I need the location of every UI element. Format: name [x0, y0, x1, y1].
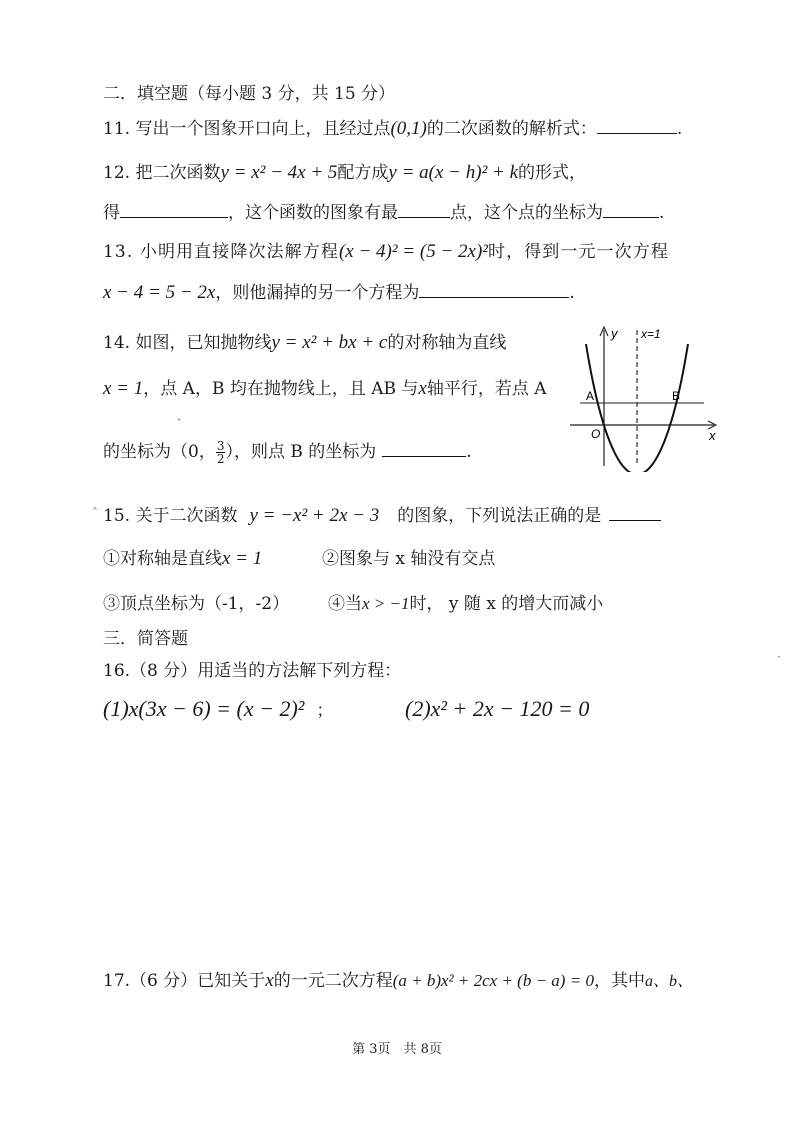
q14-text-a: 14. 如图，已知抛物线	[103, 333, 272, 353]
q11-point: (0,1)	[390, 118, 427, 139]
origin-label: O	[591, 427, 601, 441]
q12-expr: y = x² − 4x + 5	[220, 162, 338, 183]
q12-text-b: 配方成	[337, 163, 389, 183]
q15-option-1	[103, 548, 262, 570]
question-12-line1	[103, 162, 586, 184]
q15-opt1-math: x = 1	[222, 548, 263, 569]
question-14-line1	[103, 332, 506, 354]
q14-answer-blank[interactable]	[382, 440, 466, 457]
q11-text: 11. 写出一个图象开口向上，且经过点	[103, 119, 391, 139]
q17-equation: (a + b)x² + 2cx + (b − a) = 0	[392, 971, 594, 990]
q12-text-a: 12. 把二次函数	[103, 163, 221, 183]
y-axis-label: y	[611, 326, 618, 341]
q12-text-d: 得	[103, 203, 120, 223]
q16-equation-1	[103, 698, 333, 722]
q12-text-e: ，这个函数的图象有最	[228, 203, 398, 223]
q14-x-var: x	[418, 378, 427, 399]
q16-eq1: (1)x(3x − 6) = (x − 2)²	[103, 696, 305, 721]
q15-answer-blank[interactable]	[609, 504, 661, 521]
q11-suffix: 的二次函数的解析式：	[426, 119, 597, 139]
q11-answer-blank[interactable]	[597, 117, 677, 134]
q14-text-g: .	[466, 442, 472, 462]
q13-text-c: ，则他漏掉的另一个方程为	[215, 283, 420, 303]
section-2-title: 二．填空题（每小题 3 分，共 15 分）	[103, 84, 396, 104]
q16-eq2: (2)x² + 2x − 120 = 0	[405, 696, 590, 721]
q12-vertex-form: y = a(x − h)² + k	[388, 162, 519, 183]
q12-blank-1[interactable]	[120, 201, 228, 218]
section-3-title: 三．简答题	[103, 629, 188, 649]
q15-opt4-text-a: ④当	[328, 594, 362, 614]
question-13-line1	[103, 241, 669, 263]
q12-blank-3[interactable]	[603, 201, 659, 218]
q14-axis: x = 1	[103, 378, 144, 399]
q12-text-g: .	[659, 203, 665, 223]
q14-text-d: 轴平行，若点 A	[426, 379, 547, 399]
q13-text-b: 时，得到一元一次方程	[487, 242, 669, 262]
q13-text-d: .	[569, 283, 575, 303]
q17-text-b: 的一元二次方程	[273, 971, 393, 991]
q15-opt4-text-b: 时， y 随 x 的增大而减小	[409, 594, 604, 614]
q11-end: .	[676, 119, 683, 139]
question-17	[103, 970, 693, 993]
q12-blank-2[interactable]	[398, 201, 450, 218]
q15-option-3: ③顶点坐标为（-1，-2）	[103, 594, 290, 614]
question-11	[103, 117, 682, 140]
q14-text-f: ），则点 B 的坐标为	[225, 442, 377, 462]
q14-expr: y = x² + bx + c	[271, 332, 388, 353]
parabola-graph	[566, 322, 726, 472]
q14-text-c: ，点 A，B 均在抛物线上，且 AB 与	[143, 379, 419, 399]
q13-text-a: 13. 小明用直接降次法解方程	[103, 242, 339, 262]
q15-expr: y = −x² + 2x − 3	[249, 505, 380, 526]
q16-equation-2	[405, 698, 589, 722]
q15-opt1-text: ①对称轴是直线	[103, 549, 222, 569]
question-16-title: 16.（8 分）用适当的方法解下列方程：	[103, 661, 402, 681]
q17-text-a: 17.（6 分）已知关于	[103, 971, 266, 991]
q17-text-c: ，其中	[593, 971, 645, 991]
q12-text-f: 点，这个点的坐标为	[450, 203, 603, 223]
question-14-line3	[103, 440, 472, 465]
question-12-line2	[103, 201, 664, 224]
q13-equation: (x − 4)² = (5 − 2x)²	[338, 241, 488, 262]
q16-separator: ；	[316, 701, 334, 721]
q13-linear-eq: x − 4 = 5 − 2x	[103, 282, 216, 303]
q15-opt4-math: x > −1	[362, 594, 410, 613]
question-13-line2	[103, 281, 575, 304]
question-14-line2	[103, 378, 547, 400]
q13-answer-blank[interactable]	[419, 281, 569, 298]
scan-speck: ˆ	[92, 506, 98, 520]
q14-text-e: 的坐标为（0，	[103, 442, 216, 462]
q17-vars: a、b、	[644, 973, 693, 990]
question-15-stem	[103, 504, 661, 527]
q17-x-var: x	[265, 970, 274, 991]
q14-frac-num: 3	[216, 439, 225, 453]
q15-option-2: ②图象与 x 轴没有交点	[322, 549, 496, 569]
page-footer: 第 3页 共 8页	[352, 1042, 442, 1057]
q14-text-b: 的对称轴为直线	[387, 333, 507, 353]
symmetry-axis-label: x=1	[641, 327, 661, 341]
q15-text-b: 的图象，下列说法正确的是	[397, 506, 602, 526]
scan-speck: ˇ	[176, 417, 182, 431]
point-a-label: A	[586, 389, 595, 403]
q15-text-a: 15. 关于二次函数	[103, 506, 238, 526]
scan-speck: ·	[777, 650, 781, 664]
point-b-label: B	[672, 389, 681, 403]
q12-text-c: 的形式，	[518, 163, 587, 183]
q15-option-4	[328, 593, 603, 615]
q14-frac-den: 2	[216, 452, 225, 466]
x-axis-label: x	[709, 428, 716, 443]
